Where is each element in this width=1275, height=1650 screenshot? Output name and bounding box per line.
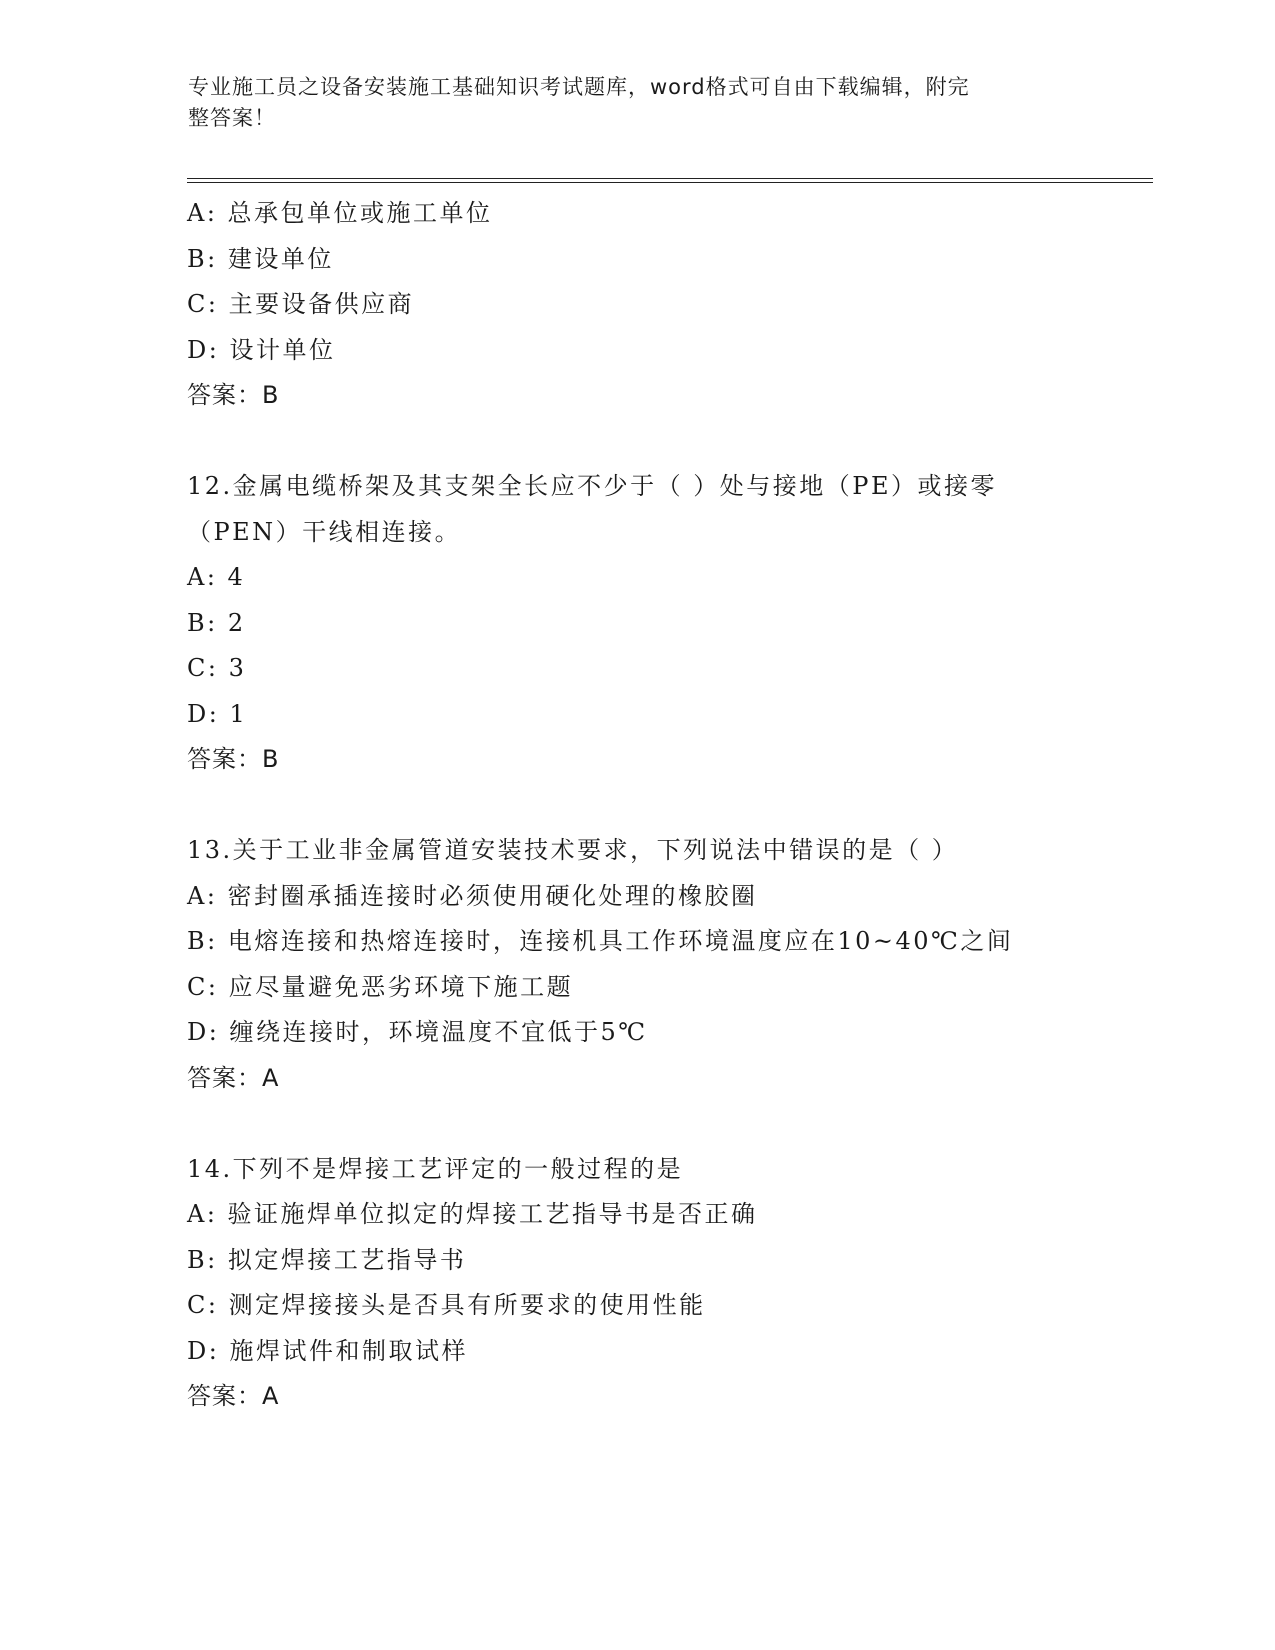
question-text-line-1: 13.关于工业非金属管道安装技术要求，下列说法中错误的是（ ）	[187, 836, 959, 864]
option-b: B: 电熔连接和热熔连接时，连接机具工作环境温度应在10~40℃之间	[187, 927, 1014, 955]
question-block-11	[187, 191, 1153, 419]
option-d: D: 施焊试件和制取试样	[187, 1336, 468, 1365]
option-a: A: 总承包单位或施工单位	[187, 199, 493, 227]
answer-line: 答案：B	[187, 381, 280, 409]
header-line-2: 整答案！	[188, 106, 276, 130]
question-text-line-2: （PEN）干线相连接。	[187, 517, 462, 546]
document-header	[188, 72, 1068, 134]
option-d: D: 设计单位	[187, 335, 336, 364]
question-block-14	[187, 1147, 1153, 1420]
option-b: B: 建设单位	[187, 244, 334, 273]
answer-line: 答案：B	[187, 745, 280, 773]
option-d: D: 缠绕连接时，环境温度不宜低于5℃	[187, 1018, 648, 1046]
question-block-12	[187, 464, 1153, 783]
header-line-1: 专业施工员之设备安装施工基础知识考试题库，word格式可自由下载编辑，附完	[188, 75, 970, 99]
answer-line: 答案：A	[187, 1382, 280, 1410]
option-c: C: 应尽量避免恶劣环境下施工题	[187, 972, 574, 1001]
option-b: B: 拟定焊接工艺指导书	[187, 1245, 467, 1274]
option-c: C: 3	[187, 654, 247, 682]
block-spacer	[187, 1101, 1153, 1147]
option-c: C: 测定焊接接头是否具有所要求的使用性能	[187, 1291, 706, 1319]
header-double-rule	[187, 178, 1153, 183]
option-b: B: 2	[187, 608, 246, 637]
option-a: A: 4	[187, 563, 246, 591]
question-block-13	[187, 828, 1153, 1101]
option-a: A: 密封圈承插连接时必须使用硬化处理的橡胶圈	[187, 881, 758, 910]
answer-line: 答案：A	[187, 1063, 280, 1092]
option-a: A: 验证施焊单位拟定的焊接工艺指导书是否正确	[187, 1200, 758, 1228]
question-list	[187, 191, 1153, 1420]
block-spacer	[187, 783, 1153, 829]
question-text-line-1: 12.金属电缆桥架及其支架全长应不少于（ ）处与接地（PE）或接零	[187, 472, 997, 500]
option-d: D: 1	[187, 699, 248, 728]
block-spacer	[187, 419, 1153, 465]
question-text-line-1: 14.下列不是焊接工艺评定的一般过程的是	[187, 1154, 684, 1183]
option-c: C: 主要设备供应商	[187, 290, 415, 318]
